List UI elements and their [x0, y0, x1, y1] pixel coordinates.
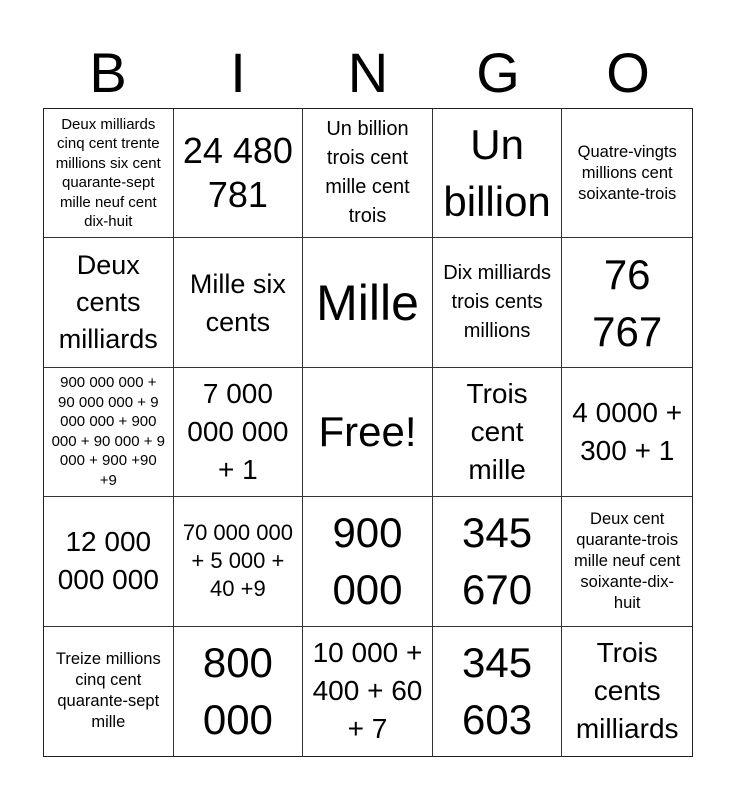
cell-text: 800 000	[202, 639, 273, 744]
cell-text: Un billion	[443, 121, 551, 226]
cell-text: 4 0000 + 300 + 1	[572, 396, 683, 466]
cell-text: Un billion trois cent mille cent trois	[325, 118, 410, 228]
header-letter-b: B	[89, 41, 127, 104]
free-space-text: Free!	[318, 408, 417, 456]
cell-text: 345 603	[462, 639, 533, 744]
cell-text: Trois cent mille	[466, 377, 528, 485]
bingo-cell-g5[interactable]	[433, 627, 563, 756]
bingo-card-grid	[43, 108, 693, 757]
bingo-cell-i3[interactable]	[174, 368, 304, 497]
bingo-cell-o3[interactable]	[562, 368, 692, 497]
cell-text: 24 480 781	[182, 130, 293, 216]
cell-text: Deux cents milliards	[58, 250, 158, 355]
cell-text: Trois cents milliards	[575, 637, 679, 745]
bingo-cell-n4[interactable]	[303, 497, 433, 626]
cell-text: 12 000 000 000	[57, 526, 159, 596]
cell-text: Mille six cents	[189, 268, 286, 337]
bingo-cell-i1[interactable]	[174, 109, 304, 238]
bingo-cell-i5[interactable]	[174, 627, 304, 756]
cell-text: 76 767	[592, 250, 663, 355]
bingo-cell-n3-free[interactable]	[303, 368, 433, 497]
header-letter-g: G	[476, 41, 520, 104]
bingo-cell-b2[interactable]	[44, 238, 174, 367]
cell-text: 900 000	[332, 509, 403, 614]
cell-text: Deux cent quarante-trois mille neuf cent soixante-dix-huit	[574, 509, 681, 612]
bingo-cell-b3[interactable]	[44, 368, 174, 497]
cell-text: Deux milliards cinq cent trente millions six cent quarante-sept mille neuf cent dix-huit	[55, 115, 161, 231]
cell-text: 70 000 000 + 5 000 + 40 +9	[182, 520, 293, 602]
bingo-cell-n2[interactable]	[303, 238, 433, 367]
bingo-cell-i2[interactable]	[174, 238, 304, 367]
bingo-cell-g2[interactable]	[433, 238, 563, 367]
bingo-cell-b4[interactable]	[44, 497, 174, 626]
bingo-cell-b1[interactable]	[44, 109, 174, 238]
bingo-cell-n1[interactable]	[303, 109, 433, 238]
bingo-cell-o4[interactable]	[562, 497, 692, 626]
bingo-cell-g3[interactable]	[433, 368, 563, 497]
cell-text: Treize millions cinq cent quarante-sept mille	[55, 650, 161, 732]
bingo-cell-o5[interactable]	[562, 627, 692, 756]
cell-text: 10 000 + 400 + 60 + 7	[312, 637, 423, 745]
bingo-cell-i4[interactable]	[174, 497, 304, 626]
cell-text: 900 000 000 + 90 000 000 + 9 000 000 + 900 000 + 90 000 + 9 000 + 900 +90 +9	[51, 374, 166, 489]
bingo-cell-o1[interactable]	[562, 109, 692, 238]
cell-text: 345 670	[462, 509, 533, 614]
cell-text: Quatre-vingts millions cent soixante-trois	[577, 142, 677, 203]
header-letter-n: N	[347, 41, 389, 104]
bingo-header	[43, 38, 693, 108]
bingo-cell-o2[interactable]	[562, 238, 692, 367]
header-letter-i: I	[230, 41, 246, 104]
cell-text: Dix milliards trois cents millions	[443, 262, 551, 343]
cell-text: Mille	[316, 274, 419, 331]
bingo-cell-g4[interactable]	[433, 497, 563, 626]
header-letter-o: O	[606, 41, 650, 104]
bingo-cell-g1[interactable]	[433, 109, 563, 238]
cell-text: 7 000 000 000 + 1	[187, 377, 289, 485]
bingo-cell-n5[interactable]	[303, 627, 433, 756]
bingo-cell-b5[interactable]	[44, 627, 174, 756]
